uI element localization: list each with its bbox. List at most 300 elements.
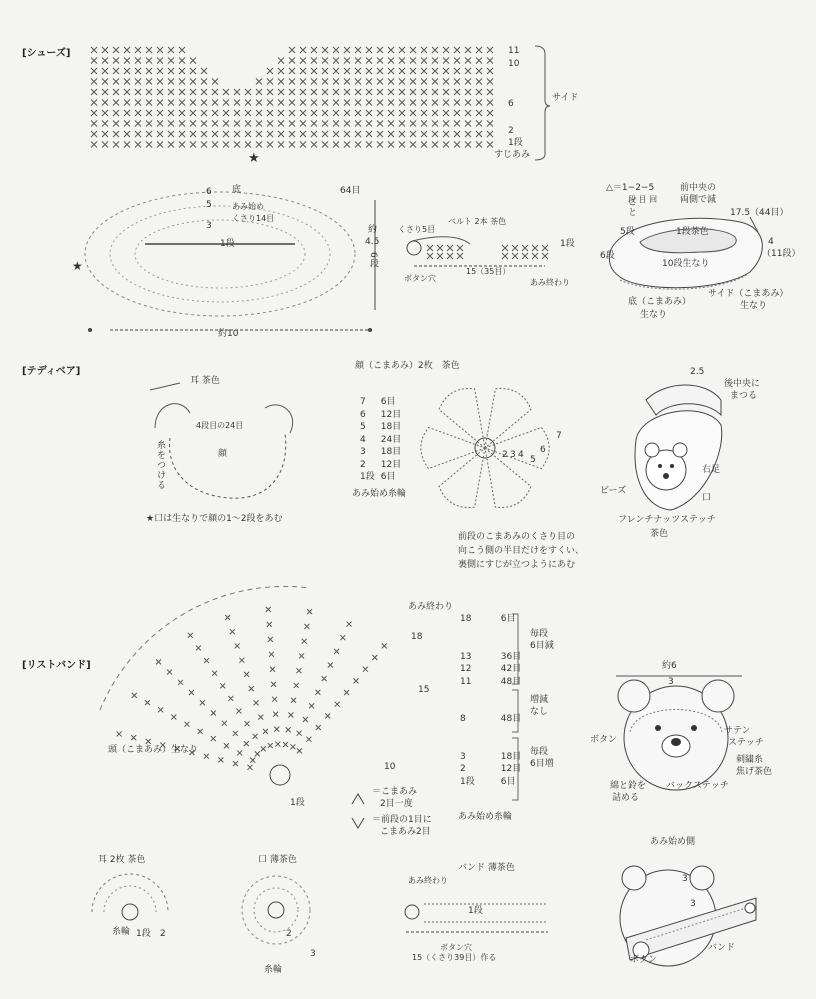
stitch-mark [399, 79, 405, 85]
stitch-mark [487, 142, 493, 148]
teddy-shoe-illustration [626, 367, 736, 520]
stitch-mark [190, 131, 196, 137]
stitch-mark [247, 765, 252, 770]
table-row: 8 48目 [460, 714, 522, 724]
bear-size: 約6 [662, 661, 677, 671]
stitch-mark [157, 100, 163, 106]
stitch-mark [366, 47, 372, 53]
stitch-mark [487, 131, 493, 137]
stitch-mark [91, 131, 97, 137]
stitch-mark [212, 131, 218, 137]
stitch-mark [233, 761, 238, 766]
stitch-mark [454, 131, 460, 137]
stitch-mark [315, 690, 320, 695]
stitch-mark [156, 659, 161, 664]
stitch-mark [274, 727, 279, 732]
stitch-mark [377, 47, 383, 53]
face-caption-2: 向こう側の半目だけをすくい、 [458, 546, 585, 556]
stuff-b: 詰める [612, 793, 640, 803]
bracket-dec-a: 毎段 [530, 629, 549, 639]
stitch-mark [256, 110, 262, 116]
legend-b: 段 目 回 [628, 195, 658, 204]
stitch-mark [135, 131, 141, 137]
stitch-mark [476, 47, 482, 53]
section-title-wristband: [リストバンド] [22, 660, 91, 671]
stitch-mark [410, 121, 416, 127]
stitch-mark [146, 110, 152, 116]
stitch-mark [377, 100, 383, 106]
stitch-mark [267, 142, 273, 148]
stitch-mark [388, 131, 394, 137]
stitch-mark [146, 131, 152, 137]
stitch-mark [522, 253, 528, 259]
stitch-mark [157, 89, 163, 95]
stitch-mark [454, 100, 460, 106]
stitch-mark [278, 79, 284, 85]
stitch-mark [465, 131, 471, 137]
stitch-mark [399, 142, 405, 148]
stitch-mark [146, 739, 151, 744]
face-title: 顔（こまあみ）2枚 茶色 [355, 361, 460, 371]
bracket-flat-b: なし [530, 707, 549, 717]
stitch-mark [272, 697, 277, 702]
stitch-mark [344, 79, 350, 85]
stitch-mark [366, 142, 372, 148]
stitch-mark [113, 110, 119, 116]
stitch-mark [168, 47, 174, 53]
stitch-mark [146, 79, 152, 85]
stitch-mark [179, 131, 185, 137]
stitch-mark [344, 47, 350, 53]
stitch-mark [190, 100, 196, 106]
stitch-mark [102, 68, 108, 74]
stitch-mark [201, 110, 207, 116]
stitch-mark [443, 68, 449, 74]
stitch-mark [366, 100, 372, 106]
stitch-mark [113, 100, 119, 106]
stitch-mark [158, 707, 163, 712]
stitch-mark [168, 131, 174, 137]
stitch-mark [322, 676, 327, 681]
stitch-mark [437, 253, 443, 259]
stitch-mark [179, 110, 185, 116]
stitch-mark [300, 121, 306, 127]
row-label-11: 11 [508, 46, 520, 56]
stitch-mark [366, 110, 372, 116]
stitch-mark [146, 121, 152, 127]
stitch-mark [275, 742, 280, 747]
stitch-mark [131, 735, 136, 740]
stitch-mark [135, 121, 141, 127]
stitch-mark [421, 68, 427, 74]
belt-length: 15（35目） [466, 267, 511, 276]
stitch-mark [399, 131, 405, 137]
stitch-mark [454, 89, 460, 95]
stitch-mark [355, 131, 361, 137]
stitch-mark [487, 79, 493, 85]
stitch-mark [224, 743, 229, 748]
stitch-mark [304, 624, 309, 629]
band-start-label: あみ始め側 [650, 837, 696, 847]
table-row: 11 48目 [460, 676, 522, 687]
stitch-mark [487, 68, 493, 74]
mouth-title: 口 薄茶色 [258, 855, 297, 865]
stitch-mark [204, 658, 209, 663]
band3d-n3a: 3 [682, 874, 688, 884]
stitch-mark [289, 110, 295, 116]
stitch-mark [476, 100, 482, 106]
sole-row-5: 5 [206, 200, 212, 210]
stitch-mark [443, 58, 449, 64]
stitch-mark [335, 702, 340, 707]
mouth-row3: 3 [310, 949, 316, 959]
stitch-mark [113, 142, 119, 148]
row-label-6: 6 [508, 99, 514, 109]
stitch-mark [328, 662, 333, 667]
stitch-mark [190, 58, 196, 64]
table-row: 2 12目 [360, 459, 402, 470]
stitch-mark [303, 717, 308, 722]
belt-title: ベルト 2本 茶色 [448, 217, 507, 226]
face-table-foot: あみ始め糸輪 [352, 489, 407, 499]
stitch-mark [190, 142, 196, 148]
stitch-mark [91, 100, 97, 106]
stitch-mark [447, 253, 453, 259]
stitch-mark [234, 100, 240, 106]
stitch-mark [201, 89, 207, 95]
stitch-mark [250, 758, 255, 763]
stitch-mark [366, 121, 372, 127]
band3d-band: バンド [708, 943, 736, 953]
stitch-mark [465, 110, 471, 116]
stitch-mark [399, 58, 405, 64]
stitch-mark [476, 68, 482, 74]
stitch-mark [355, 121, 361, 127]
stitch-mark [124, 142, 130, 148]
stitch-mark [113, 121, 119, 127]
belt-end: あみ終わり [530, 278, 570, 287]
stitch-mark [427, 245, 433, 251]
stitch-mark [249, 686, 254, 691]
stitch-mark [278, 131, 284, 137]
stitch-mark [244, 672, 249, 677]
sole-stitch-count: 64目 [340, 186, 361, 196]
stitch-mark [344, 68, 350, 74]
shoe-sole-stitch-chart [70, 180, 390, 340]
stitch-mark [377, 79, 383, 85]
stitch-mark [355, 110, 361, 116]
stitch-mark [333, 110, 339, 116]
stitch-mark [334, 649, 339, 654]
bead-label: ビーズ [600, 486, 627, 496]
stitch-mark [132, 693, 137, 698]
stitch-mark [223, 110, 229, 116]
stitch-mark [311, 121, 317, 127]
stitch-mark [542, 245, 548, 251]
stitch-mark [201, 68, 207, 74]
sole-row-6: 6 [206, 187, 212, 197]
stitch-mark [269, 652, 274, 657]
stitch-mark [476, 121, 482, 127]
stitch-mark [218, 757, 223, 762]
stitch-mark [286, 727, 291, 732]
stitch-mark [465, 68, 471, 74]
stitch-mark [289, 142, 295, 148]
head-round-chart [90, 580, 430, 820]
legend-a: △＝1−2−5 [606, 183, 655, 193]
stitch-mark [124, 131, 130, 137]
stitch-mark [178, 680, 183, 685]
stitch-mark [91, 89, 97, 95]
stitch-mark [157, 110, 163, 116]
stitch-mark [502, 245, 508, 251]
stitch-mark [377, 68, 383, 74]
stitch-mark [212, 142, 218, 148]
stitch-mark [333, 100, 339, 106]
stitch-mark [366, 131, 372, 137]
legend2-a: ＝前段の1目に [372, 815, 432, 825]
stitch-mark [237, 750, 242, 755]
stitch-mark [190, 89, 196, 95]
stitch-mark [278, 110, 284, 116]
stitch-mark [454, 121, 460, 127]
stitch-mark [258, 715, 263, 720]
stitch-mark [366, 89, 372, 95]
stitch-mark [135, 100, 141, 106]
stitch-mark [124, 58, 130, 64]
stitch-mark [421, 58, 427, 64]
belt-button-hole: ボタン穴 [404, 274, 436, 283]
stitch-mark [135, 47, 141, 53]
stitch-mark [179, 68, 185, 74]
petal-2: 2 [502, 450, 508, 460]
stitch-mark [388, 142, 394, 148]
stitch-mark [117, 731, 122, 736]
table-row: 5 18目 [360, 422, 402, 432]
stitch-mark [146, 47, 152, 53]
stitch-mark [102, 131, 108, 137]
stitch-mark [278, 121, 284, 127]
stitch-mark [421, 100, 427, 106]
stitch-mark [278, 89, 284, 95]
stitch-mark [288, 712, 293, 717]
stitch-mark [124, 47, 130, 53]
head-table-foot: あみ始め糸輪 [458, 812, 513, 822]
row-label-suji: すじあみ [494, 150, 531, 160]
stitch-mark [198, 729, 203, 734]
stitch-mark [189, 690, 194, 695]
svg-text:★: ★ [248, 151, 260, 166]
stitch-mark [487, 110, 493, 116]
stitch-mark [322, 110, 328, 116]
band3d-n3b: 3 [690, 899, 696, 909]
stitch-mark [306, 737, 311, 742]
ear-stitch-chart [86, 868, 176, 924]
stitch-mark [188, 633, 193, 638]
stitch-mark [200, 700, 205, 705]
stitch-mark [388, 47, 394, 53]
stitch-mark [223, 142, 229, 148]
stitch-mark [201, 100, 207, 106]
stitch-mark [443, 121, 449, 127]
sole-start-label: あみ始め [232, 202, 264, 211]
stitch-mark [263, 729, 268, 734]
stitch-mark [211, 736, 216, 741]
stitch-mark [212, 79, 218, 85]
stitch-mark [421, 89, 427, 95]
stitch-mark [363, 667, 368, 672]
stitch-mark [432, 58, 438, 64]
stitch-mark [211, 710, 216, 715]
stitch-mark [311, 68, 317, 74]
stitch-mark [289, 100, 295, 106]
stitch-mark [102, 121, 108, 127]
head-row-1: 1段 [290, 798, 305, 808]
stitch-mark [245, 100, 251, 106]
stitch-mark [212, 89, 218, 95]
stitch-mark [532, 253, 538, 259]
stitch-mark [179, 58, 185, 64]
table-row: 2 12目 [460, 764, 522, 774]
bracket-inc-b: 6目増 [530, 759, 554, 769]
stitch-mark [333, 121, 339, 127]
teddy-face-label: 顔 [218, 449, 228, 459]
stitch-mark [487, 58, 493, 64]
stitch-mark [135, 142, 141, 148]
stitch-mark [322, 142, 328, 148]
sole-label-a: 底（こまあみ） [628, 297, 692, 307]
stitch-mark [296, 668, 301, 673]
stitch-mark [124, 79, 130, 85]
stitch-mark [234, 131, 240, 137]
stitch-mark [432, 89, 438, 95]
table-row: 12 42目 [460, 664, 522, 674]
stitch-mark [254, 700, 259, 705]
stitch-mark [311, 131, 317, 137]
stitch-mark [253, 734, 258, 739]
stitch-mark [325, 713, 330, 718]
teddy-ear-label: 耳 茶色 [190, 376, 220, 386]
stitch-mark [135, 110, 141, 116]
stitch-mark [168, 110, 174, 116]
table-row: 3 18目 [360, 447, 402, 457]
stitch-mark [322, 121, 328, 127]
petal-outline [485, 448, 531, 507]
shoe-side-stitch-chart [80, 40, 550, 170]
stitch-mark [113, 79, 119, 85]
teddy-shoe-size: 2.5 [690, 367, 705, 377]
stitch-mark [465, 58, 471, 64]
sole-row-1: 1段 [220, 239, 235, 249]
sole-height-c: 6段 [368, 252, 378, 269]
stitch-mark [344, 142, 350, 148]
stitch-mark [245, 89, 251, 95]
stitch-mark [171, 714, 176, 719]
petal-outline [439, 389, 485, 448]
stitch-mark [432, 121, 438, 127]
stitch-mark [146, 142, 152, 148]
stitch-mark [311, 58, 317, 64]
stitch-mark [454, 79, 460, 85]
stitch-mark [146, 89, 152, 95]
stitch-mark [388, 100, 394, 106]
stitch-mark [333, 68, 339, 74]
petal-6: 6 [540, 445, 546, 455]
stitch-mark [311, 110, 317, 116]
stitch-mark [256, 100, 262, 106]
table-row: 7 6目 [360, 397, 396, 407]
legend-c: ごと [626, 197, 636, 217]
stitch-mark [124, 68, 130, 74]
satin-b: ステッチ [728, 738, 764, 748]
french-knot-b: 茶色 [650, 529, 669, 539]
stitch-mark [421, 142, 427, 148]
stitch-mark [457, 253, 463, 259]
stitch-mark [228, 696, 233, 701]
row5: 5段 [620, 227, 635, 237]
stitch-mark [399, 110, 405, 116]
stitch-mark [102, 58, 108, 64]
stitch-mark [333, 58, 339, 64]
stitch-mark [113, 68, 119, 74]
table-row: 13 36目 [460, 651, 522, 662]
stitch-mark [333, 47, 339, 53]
stitch-mark [377, 142, 383, 148]
stitch-mark [297, 748, 302, 753]
stitch-mark [190, 121, 196, 127]
sole-width: 約10 [218, 329, 239, 339]
stitch-mark [289, 131, 295, 137]
stitch-mark [220, 683, 225, 688]
stitch-mark [124, 100, 130, 106]
stitch-mark [184, 722, 189, 727]
stitch-mark [102, 110, 108, 116]
right-foot: 右足 [702, 465, 721, 475]
stitch-mark [300, 100, 306, 106]
stitch-mark [113, 47, 119, 53]
stitch-mark [245, 131, 251, 137]
back-center-b: まつる [730, 391, 758, 401]
stitch-mark [245, 721, 250, 726]
stitch-mark [135, 68, 141, 74]
stitch-mark [322, 100, 328, 106]
stitch-mark [410, 110, 416, 116]
stitch-mark [427, 253, 433, 259]
stitch-mark [278, 142, 284, 148]
ear-row1: 1段 [136, 929, 151, 939]
stitch-mark [294, 683, 299, 688]
stitch-mark [233, 731, 238, 736]
stitch-mark [432, 47, 438, 53]
stitch-mark [443, 47, 449, 53]
stitch-mark [443, 89, 449, 95]
stitch-mark [476, 89, 482, 95]
stitch-mark [447, 245, 453, 251]
stitch-mark [372, 655, 377, 660]
stitch-mark [355, 79, 361, 85]
stitch-mark [322, 68, 328, 74]
stitch-mark [167, 670, 172, 675]
stitch-mark [157, 58, 163, 64]
mouth-row2: 2 [286, 929, 292, 939]
stitch-mark [146, 68, 152, 74]
stitch-mark [297, 731, 302, 736]
stitch-mark [223, 131, 229, 137]
stitch-mark [512, 245, 518, 251]
stitch-mark [235, 643, 240, 648]
stitch-mark [267, 622, 272, 627]
stitch-mark [300, 110, 306, 116]
